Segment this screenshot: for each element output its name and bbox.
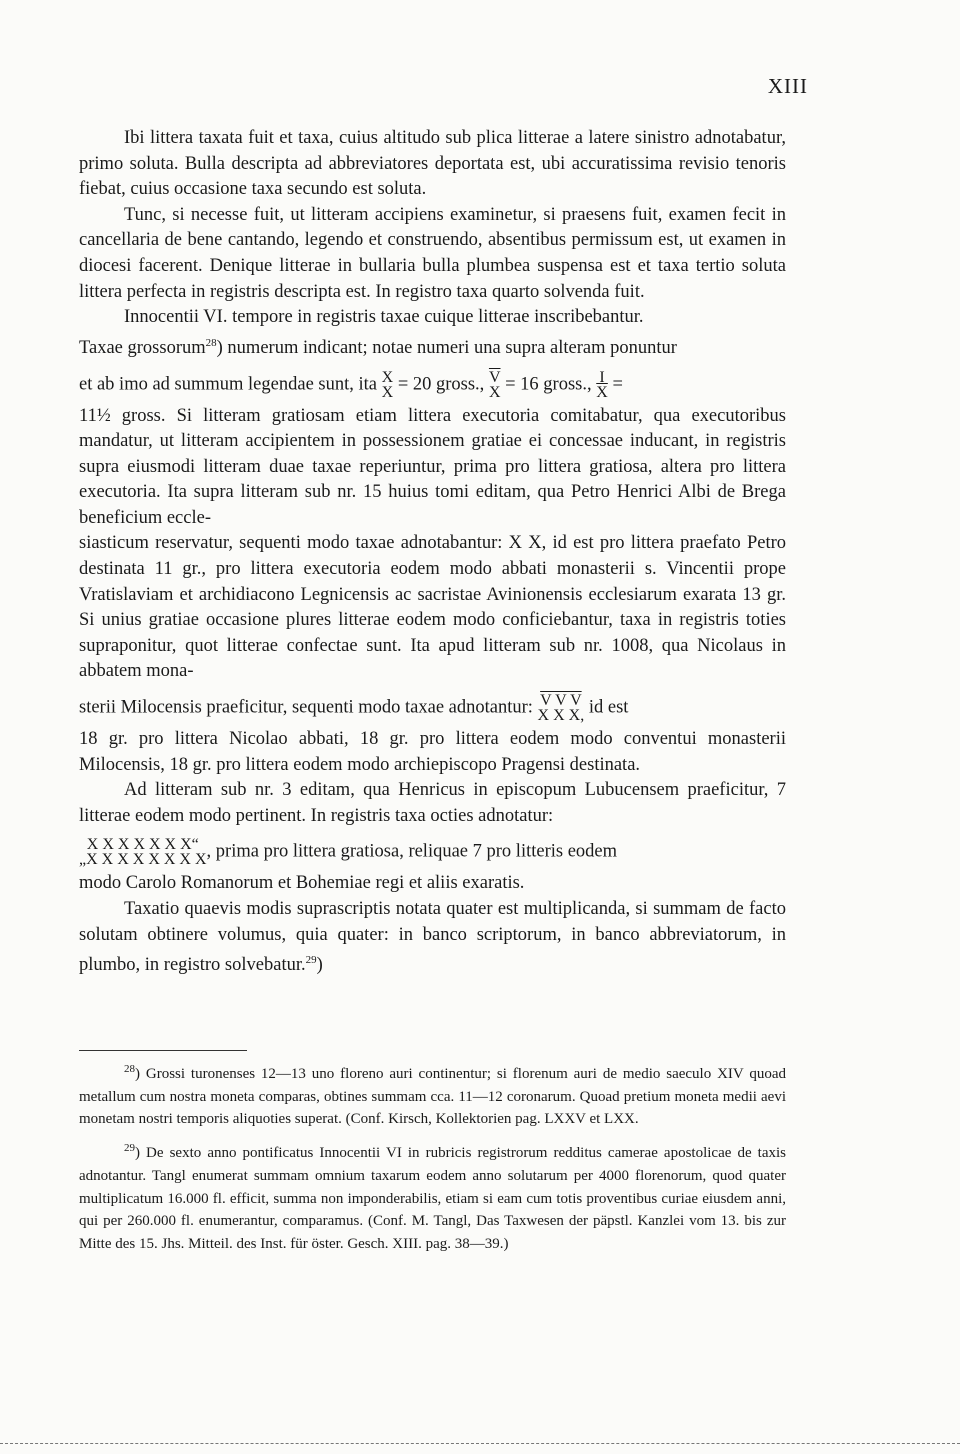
footnote-text: ) De sexto anno pontificatus Innocentii VI in rubricis registrorum redditus camerae apostolicae de taxis adnotantur. Tangl enumerat summam omnium taxarum eodem anno solutarum per 4000 florenorum, quod quater multiplicatum 16.000 fl. efficit, summa non imponderabilis, etiam si eam cum totis proventibus curiae eiusdem anni, qui per 260.000 fl. enumerantur, comparamus. (Conf. M. Tangl, Das Taxwesen der päpstl. Kanzlei vom 13. bis zur Mitte des 15. Jhs. Mitteil. des Inst. für öster. Gesch. XIII. pag. 38—39.) [79, 1145, 786, 1252]
fraction-top: I [599, 368, 605, 386]
paragraph-sterii: 18 gr. pro littera Nicolao abbati, 18 gr. pro littera eodem modo conventui monasterii Milocensis, 18 gr. pro littera eodem modo archiepiscopo Pragensi destinata. [79, 729, 786, 775]
fraction-bottom: X [381, 383, 394, 401]
notation-bottom: X X X, [537, 707, 585, 725]
taxatio-text: Taxatio quaevis modis suprascriptis notata quater est multiplicanda, si summam de facto solutam obtinere volumus, quia quater: in banco scriptorum, in banco abbreviatorum, in plumbo, in registro solvebatur. [79, 899, 786, 976]
paragraph-ad: Ad litteram sub nr. 3 editam, qua Henricus in episcopum Lubucensem praeficitur, 7 litterae eodem modo pertinent. In registris taxa octies adnotatur: [79, 780, 786, 826]
footnote-ref-28: 28 [205, 336, 217, 349]
xx-notation [79, 837, 207, 867]
taxae-text-rest: ) numerum indicant; notae numeri una supra alteram ponuntur [216, 337, 677, 358]
fraction-bottom: X [596, 383, 608, 401]
paragraph-gross: 11½ gross. Si litteram gratiosam etiam littera executoria comitabatur, qua executoribus mandatur, ut litteram accipientem in possessionem gratiae ei concessae inducant, in registris supra eiusmodi litteram duae taxae reperiuntur, prima pro littera gratiosa, altera pro littera executoria. Ita supra litteram sub nr. 15 huius tomi editam, qua Petro Henrici Albi de Brega beneficium eccle- [79, 405, 786, 528]
paragraph-innocentii: Innocentii VI. tempore in registris taxae cuique litterae inscribebantur. [124, 307, 644, 328]
xx-text: , prima pro littera gratiosa, reliquae 7 pro litteris eodem [206, 841, 618, 862]
notation-bottom: „X X X X X X X X [79, 851, 207, 869]
taxatio-close: ) [316, 955, 323, 976]
fraction-x-x [382, 370, 394, 400]
fraction-i-x [596, 370, 608, 400]
fraction-top: $\overline{V}$ [488, 368, 501, 386]
fraction-text-c: = 16 gross., [505, 373, 592, 394]
footnote-29 [79, 1137, 786, 1256]
fraction-text-d: = [612, 373, 623, 394]
footnote-number: 29 [124, 1142, 135, 1155]
footnotes [79, 1058, 786, 1262]
paragraph-siasticum: siasticum reservatur, sequenti modo taxae adnotabantur: X X, id est pro littera praefato Petro destinata 11 gr., pro littera executoria eodem modo abbati monasterii s. Vincentii prope Vratislaviam et archidiacono Legnicensis ac sacristae Avinionensis ecclesiarum exarata 13 gr. Si unius gratiae occasione plures litterae eodem modo conficiebantur, taxa in registris toties supraponitur, quot litterae confectae sunt. Ita apud litteram sub nr. 1008, qua Nicolaus in abbatem mona- [79, 533, 786, 682]
sterii-text: sterii Milocensis praeficitur, sequenti modo taxae adnotantur: [79, 697, 533, 718]
page-number: XIII [767, 74, 808, 98]
sterii-line [79, 693, 786, 723]
fraction-v-x [489, 370, 501, 400]
paragraph-modo: modo Carolo Romanorum et Bohemiae regi et aliis exaratis. [79, 873, 525, 894]
footnote-text: ) Grossi turonenses 12—13 uno floreno auri continentur; si florenum auri de medio saeculo XIV quoad metallum cum nostra moneta comparas, obtines summam cca. 11—12 coronarum. Quoad pretium moneta medii aevi monetam nostri temporis aliquoties superat. (Conf. Kirsch, Kollektorien pag. LXXV et LXX. [79, 1066, 786, 1128]
paragraph-ibi: Ibi littera taxata fuit et taxa, cuius altitudo sub plica litterae a latere sinistro adnotabatur, primo soluta. Bulla descripta ad abbreviatores deportata est, ubi accuratissima revisio tenoris fiebat, cuius occasione taxa secundo est soluta. [79, 128, 786, 200]
sterii-tail: id est [588, 697, 629, 718]
notation-top: X X X X X X X“ [86, 836, 199, 854]
taxae-text: Taxae grossorum [79, 337, 206, 358]
xx-line [79, 837, 786, 867]
fraction-line [79, 370, 786, 400]
footnote-28 [79, 1058, 786, 1131]
scan-edge-line [0, 1443, 960, 1444]
paragraph-taxae [79, 331, 786, 362]
fraction-top: X [381, 368, 394, 386]
paragraph-taxatio [79, 897, 786, 979]
fraction-text-a: et ab imo ad summum legendae sunt, ita [79, 373, 377, 394]
notation-top: V V V [540, 692, 582, 710]
paragraph-tunc: Tunc, si necesse fuit, ut litteram accipiens examinetur, si praesens fuit, examen fecit in cancellaria de bene cantando, legendo et construendo, absentibus permissum est, ut examen in diocesi facerent. Denique litterae in bullaria bulla plumbea suspensa est et taxa tertio soluta littera perfecta in registris descripta est. In registro taxa quarto solvenda fuit. [79, 204, 786, 302]
footnote-divider [79, 1050, 247, 1051]
sterii-notation [538, 693, 585, 723]
footnote-number: 28 [124, 1063, 135, 1075]
main-text [79, 126, 786, 979]
fraction-bottom: X [488, 383, 501, 401]
footnote-ref-29: 29 [305, 954, 317, 967]
fraction-text-b: = 20 gross., [397, 373, 485, 394]
